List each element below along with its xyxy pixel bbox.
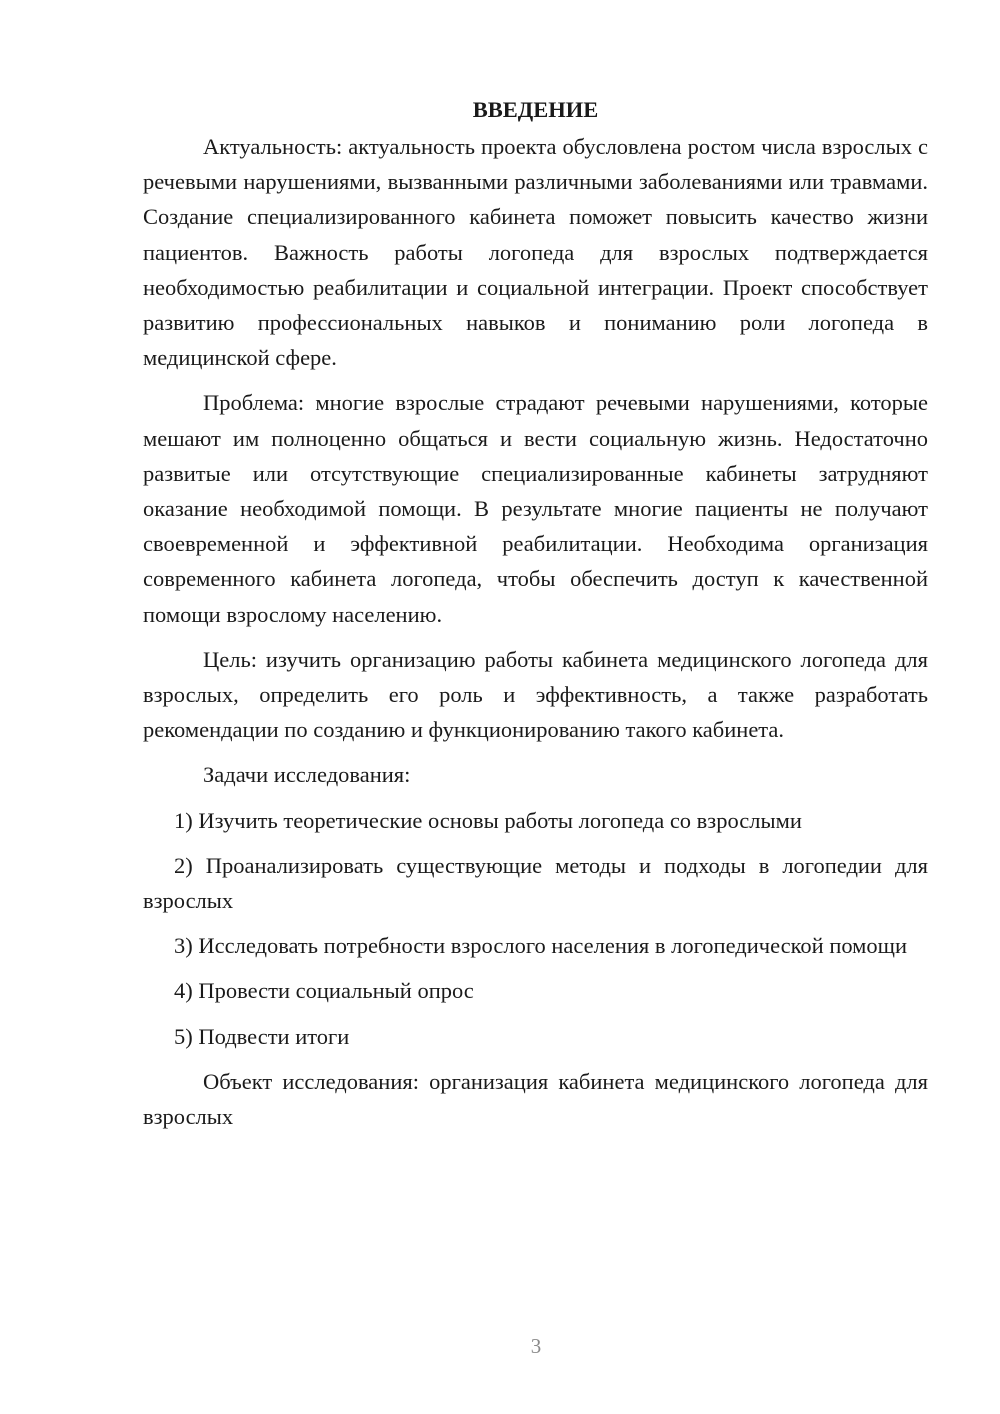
problem-paragraph: Проблема: многие взрослые страдают речевыми нарушениями, которые мешают им полноценно общаться и вести социальную жизнь. Недостаточно развитые или отсутствующие специализированные кабинеты затрудняют оказание необходимой помощи. В результате многие пациенты не получают своевременной и эффективной реабилитации. Необходима организация современного кабинета логопеда, чтобы обеспечить доступ к качественной помощи взрослому населению.: [143, 390, 928, 627]
task-item: 2) Проанализировать существующие методы и подходы в логопедии для взрослых: [143, 852, 928, 914]
tasks-heading: Задачи исследования:: [203, 762, 411, 788]
goal-paragraph: Цель: изучить организацию работы кабинета медицинского логопеда для взрослых, определить его роль и эффективность, а также разработать рекомендации по созданию и функционированию такого кабинета.: [143, 646, 928, 743]
task-item: 3) Исследовать потребности взрослого населения в логопедической помощи: [174, 933, 908, 959]
tasks-list: [143, 803, 928, 1054]
task-item: 5) Подвести итоги: [174, 1023, 350, 1049]
page-number: 3: [530, 1334, 542, 1358]
task-item: 4) Провести социальный опрос: [174, 978, 474, 1004]
relevance-paragraph: Актуальность: актуальность проекта обусловлена ростом числа взрослых с речевыми нарушениями, вызванными различными заболеваниями или травмами. Создание специализированного кабинета поможет повысить качество жизни пациентов. Важность работы логопеда для взрослых подтверждается необходимостью реабилитации и социальной интеграции. Проект способствует развитию профессиональных навыков и пониманию роли логопеда в медицинской сфере.: [143, 134, 928, 371]
object-paragraph: Объект исследования: организация кабинета медицинского логопеда для взрослых: [143, 1068, 928, 1130]
document-page: [143, 92, 928, 1144]
section-title: ВВЕДЕНИЕ: [472, 97, 599, 122]
task-item: 1) Изучить теоретические основы работы логопеда со взрослыми: [174, 807, 802, 833]
